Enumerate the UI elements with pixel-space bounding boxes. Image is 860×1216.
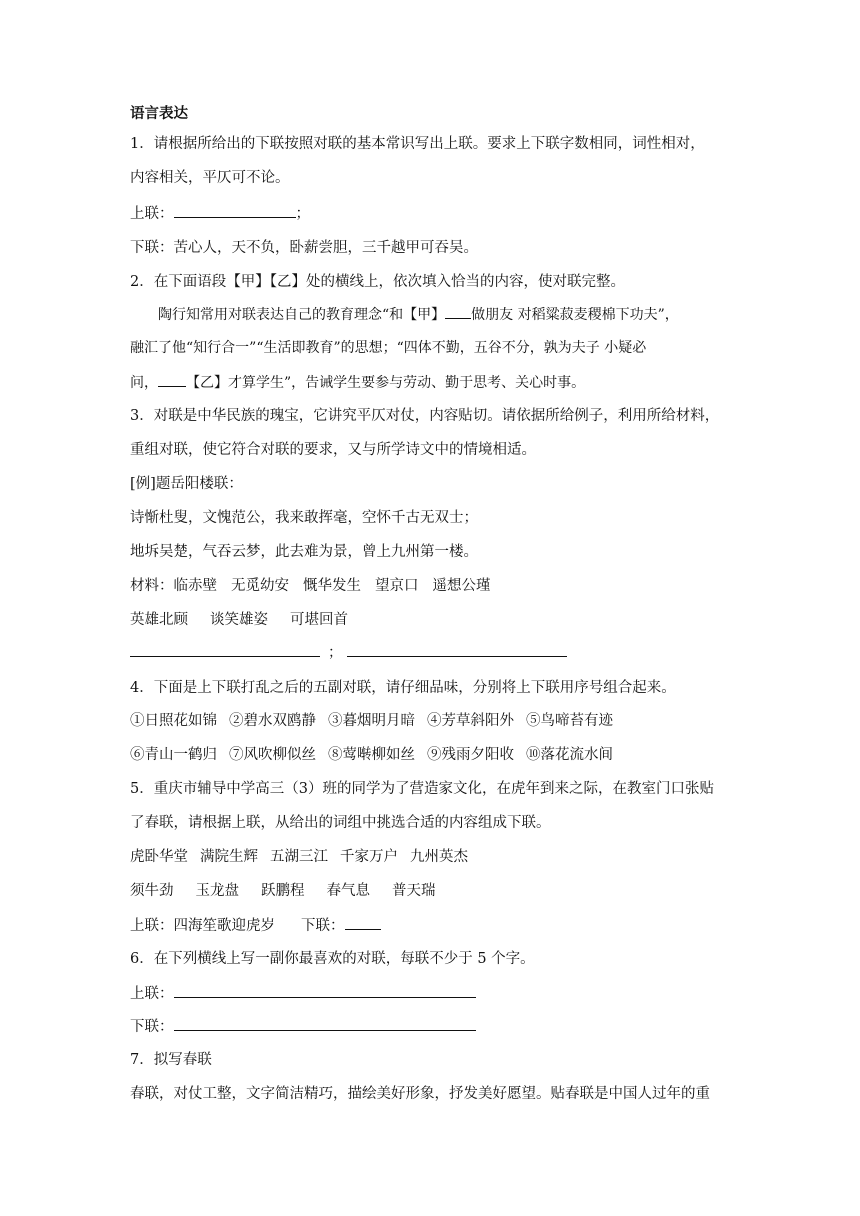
- q2-blank-yi[interactable]: [158, 372, 186, 387]
- q4-item: ④芳草斜阳外: [427, 713, 514, 729]
- q5-phrase: 须牛劲: [130, 883, 174, 899]
- q6-lower-blank[interactable]: [174, 1016, 476, 1031]
- q2-passage-text-b: 做朋友 对稻粱菽麦稷棉下功夫”，: [471, 307, 679, 323]
- q3-material-item: 临赤壁: [173, 578, 217, 594]
- q2-passage-line1: [158, 304, 679, 325]
- q2-passage-text-d: 【乙】才算学生”，告诫学生要参与劳动、勤于思考、关心时事。: [186, 375, 586, 391]
- q1-upper-label: 上联：: [130, 206, 174, 222]
- q3-material-item: 英雄北顾: [130, 612, 188, 628]
- q3-example-label: [例]题岳阳楼联：: [130, 476, 243, 492]
- q5-phrase: 满院生辉: [200, 849, 258, 865]
- q5-phrases-row2: [130, 881, 436, 901]
- q5-phrase: 普天瑞: [392, 883, 436, 899]
- q3-example-upper: 诗惭杜叟，文愧范公，我来敢挥毫，空怀千古无双士；: [130, 510, 478, 526]
- q2-prompt: 2．在下面语段【甲】【乙】处的横线上，依次填入恰当的内容，使对联完整。: [130, 274, 625, 290]
- q5-lower-label: 下联：: [301, 918, 345, 934]
- q2-passage-line2: 融汇了他“知行合一”“生活即教育”的思想；“四体不勤，五谷不分，孰为夫子 小疑必: [130, 340, 647, 356]
- q5-prompt-line2: 了春联，请根据上联，从给出的词组中挑选合适的内容组成下联。: [130, 815, 551, 831]
- q4-item: ⑨残雨夕阳收: [427, 747, 514, 763]
- q3-material-item: 望京口: [375, 578, 419, 594]
- q5-upper-couplet: 上联：四海笙歌迎虎岁: [130, 918, 275, 934]
- q1-upper-couplet-line: [130, 203, 310, 224]
- q3-prompt-line2: 重组对联，使它符合对联的要求，又与所学诗文中的情境相适。: [130, 442, 536, 458]
- q3-answer-blank-lower[interactable]: [347, 642, 567, 657]
- q6-lower-line: [130, 1016, 476, 1037]
- q4-item: ③暮烟明月暗: [328, 713, 415, 729]
- q3-example-lower: 地坼吴楚，气吞云梦，此去难为景，曾上九州第一楼。: [130, 544, 478, 560]
- section-title: 语言表达: [130, 105, 188, 122]
- q3-materials-row2: [130, 610, 348, 630]
- q5-phrase: 九州英杰: [410, 849, 468, 865]
- q3-materials-label: 材料：: [130, 578, 174, 594]
- q5-phrase: 虎卧华堂: [130, 849, 188, 865]
- q5-phrase: 五湖三江: [270, 849, 328, 865]
- q2-passage-text-c: 问，: [130, 375, 158, 391]
- q4-row2: [130, 745, 613, 765]
- q3-answer-blank-upper[interactable]: [130, 642, 320, 657]
- q5-phrases-row1: [130, 847, 468, 867]
- q3-answer-separator: ；: [328, 645, 343, 661]
- q1-answer-blank[interactable]: [174, 203, 296, 218]
- q5-couplet-line: [130, 915, 381, 936]
- q3-material-item: 遥想公瑾: [432, 578, 491, 594]
- q1-upper-end: ；: [295, 206, 310, 222]
- q5-phrase: 跃鹏程: [261, 883, 305, 899]
- q7-text-line1: 春联，对仗工整，文字简洁精巧，描绘美好形象，抒发美好愿望。贴春联是中国人过年的重: [130, 1086, 710, 1102]
- q4-item: ⑦风吹柳似丝: [229, 747, 316, 763]
- q6-prompt: 6．在下列横线上写一副你最喜欢的对联，每联不少于 5 个字。: [130, 951, 535, 967]
- q3-material-item: 可堪回首: [290, 612, 348, 628]
- q3-prompt-line1: 3．对联是中华民族的瑰宝，它讲究平仄对仗，内容贴切。请依据所给例子，利用所给材料，: [130, 408, 720, 424]
- q5-phrase: 春气息: [326, 883, 370, 899]
- q3-answer-line: [130, 642, 567, 663]
- q3-material-item: 谈笑雄姿: [210, 612, 268, 628]
- q4-item: ⑩落花流水间: [526, 747, 613, 763]
- q3-material-item: 慨华发生: [303, 578, 361, 594]
- q7-title: 7．拟写春联: [130, 1052, 212, 1068]
- q3-materials-row1: [130, 576, 491, 596]
- q2-passage-text-a: 陶行知常用对联表达自己的教育理念“和【甲】: [158, 307, 446, 323]
- q6-upper-line: [130, 983, 476, 1004]
- q4-item: ①日照花如锦: [130, 713, 217, 729]
- q1-prompt-line1: 1．请根据所给出的下联按照对联的基本常识写出上联。要求上下联字数相同，词性相对，: [130, 136, 705, 152]
- q4-item: ⑥青山一鹤归: [130, 747, 217, 763]
- q3-material-item: 无觅幼安: [231, 578, 289, 594]
- q5-answer-blank[interactable]: [345, 915, 381, 930]
- q6-lower-label: 下联：: [130, 1019, 174, 1035]
- q6-upper-blank[interactable]: [174, 983, 476, 998]
- q4-prompt: 4．下面是上下联打乱之后的五副对联，请仔细品味，分别将上下联用序号组合起来。: [130, 680, 676, 696]
- q4-row1: [130, 711, 613, 731]
- q5-phrase: 千家万户: [340, 849, 398, 865]
- q4-item: ⑤鸟啼苔有迹: [526, 713, 613, 729]
- q5-prompt-line1: 5．重庆市辅导中学高三（3）班的同学为了营造家文化，在虎年到来之际，在教室门口张贴: [130, 781, 714, 797]
- q4-item: ②碧水双鸥静: [229, 713, 316, 729]
- q5-phrase: 玉龙盘: [195, 883, 239, 899]
- q6-upper-label: 上联：: [130, 986, 174, 1002]
- q2-passage-line3: [130, 372, 585, 393]
- q2-blank-jia[interactable]: [445, 304, 471, 319]
- q1-lower-couplet: 下联：苦心人，天不负，卧薪尝胆，三千越甲可吞吴。: [130, 240, 478, 256]
- q4-item: ⑧莺啭柳如丝: [328, 747, 415, 763]
- q1-prompt-line2: 内容相关，平仄可不论。: [130, 170, 290, 186]
